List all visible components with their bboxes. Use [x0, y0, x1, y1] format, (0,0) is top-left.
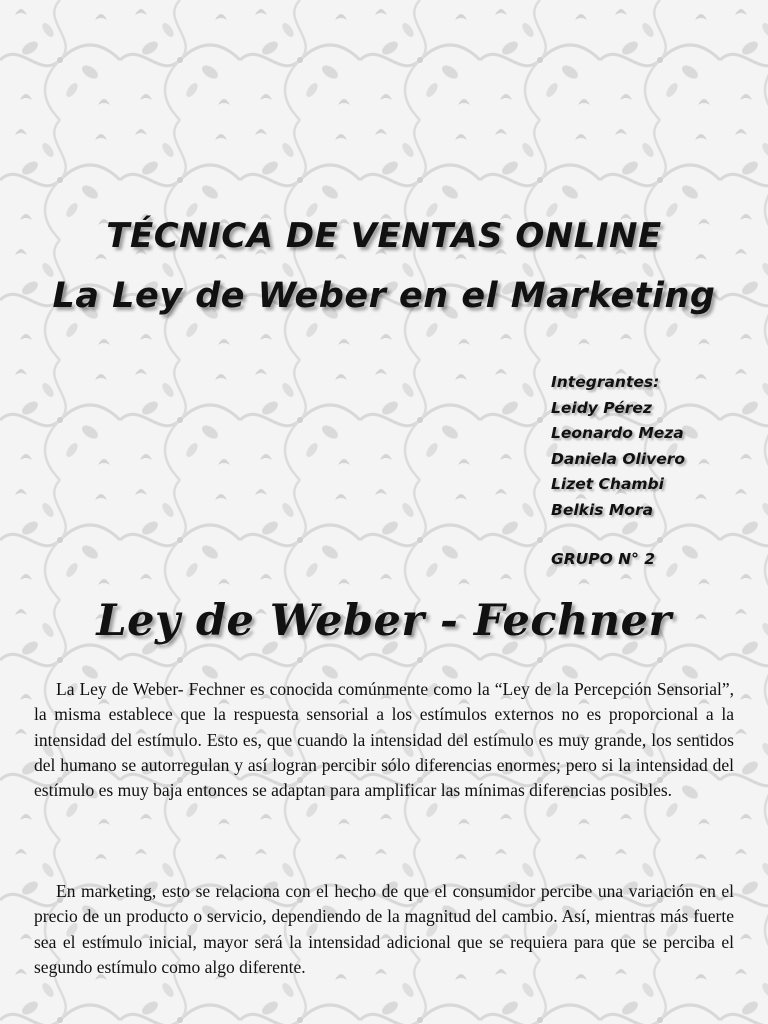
members-block — [551, 370, 751, 523]
section-title: Ley de Weber - Fechner — [96, 596, 672, 646]
document-title: TÉCNICA DE VENTAS ONLINE — [106, 216, 662, 256]
group-label: GRUPO N° 2 — [551, 550, 656, 568]
paragraph: La Ley de Weber- Fechner es conocida comúnmente como la “Ley de la Percepción Sensorial”, la misma establece que la respuesta sensorial a los estímulos externos no es proporcional a la intensidad del estímulo. Esto es, que cuando la intensidad del estímulo es muy grande, los sentidos del humano se autorregulan y así logran percibir sólo diferencias enormes; pero si la intensidad del estímulo es muy baja entonces se adaptan para amplificar las mínimas diferencias posibles. — [34, 679, 734, 801]
member-name: Lizet Chambi — [551, 475, 664, 493]
member-name: Leidy Pérez — [551, 398, 652, 417]
paragraph: En marketing, esto se relaciona con el hecho de que el consumidor percibe una variación en el precio de un producto o servicio, dependiendo de la magnitud del cambio. Así, mientras más fuerte sea el estímulo inicial, mayor será la intensidad adicional que se requiera para que se perciba el segundo estímulo como algo diferente. — [34, 881, 734, 977]
document-subtitle: La Ley de Weber en el Marketing — [52, 276, 716, 316]
member-name: Belkis Mora — [551, 500, 654, 519]
member-name: Leonardo Meza — [551, 424, 684, 442]
members-heading: Integrantes: — [551, 373, 660, 391]
member-name: Daniela Olivero — [551, 449, 686, 468]
